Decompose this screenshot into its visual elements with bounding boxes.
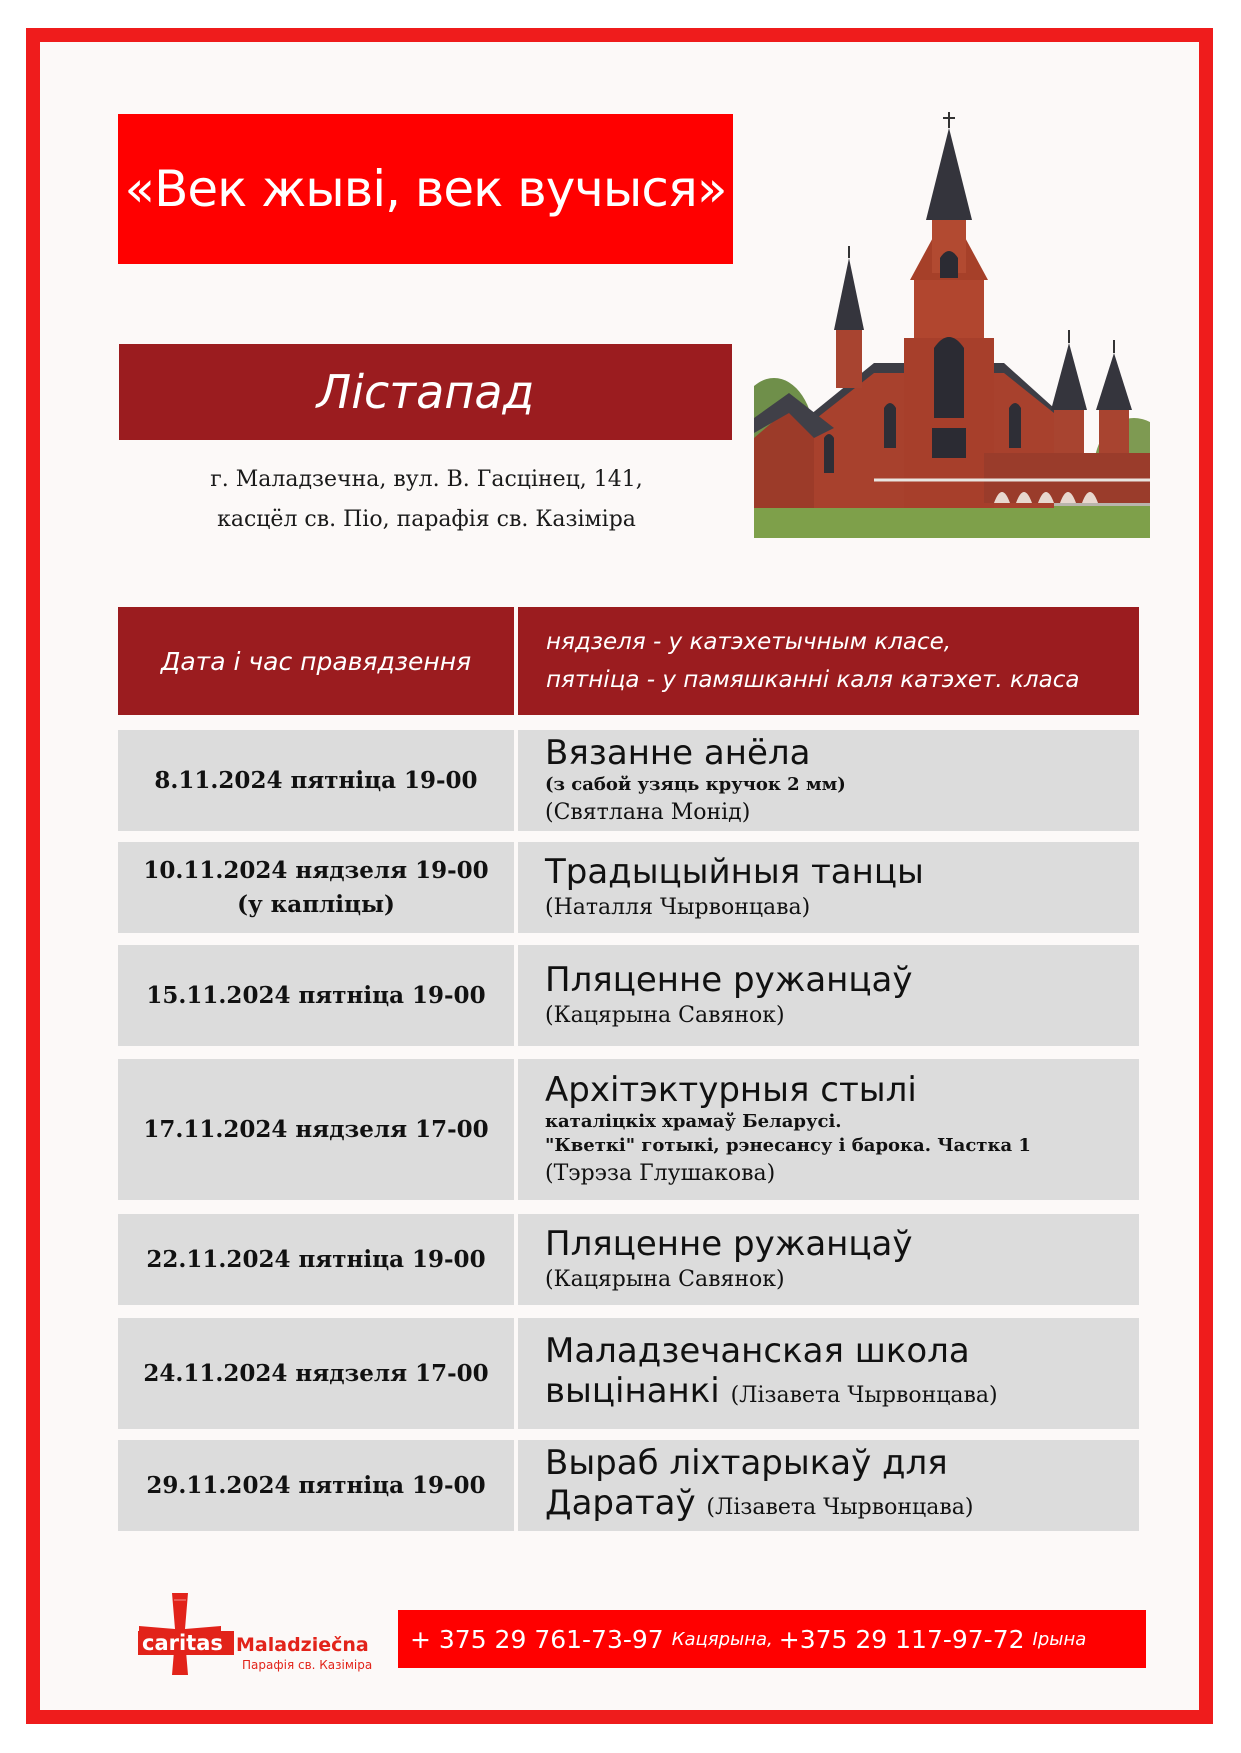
event-date-cell [118,1059,514,1200]
table-header-place [518,607,1139,715]
event-cell [518,730,1139,831]
event-date: 10.11.2024 нядзеля 19-00 [143,856,489,884]
event-date: 22.11.2024 пятніца 19-00 [146,1245,486,1273]
event-host: (Лізавета Чырвонцава) [706,1495,974,1520]
table-row [40,1440,1199,1531]
table-row [40,1318,1199,1429]
address-line-1: г. Маладзечна, вул. В. Гасцінец, 141, [210,467,643,492]
table-header-date-label: Дата і час правядзення [160,646,472,676]
event-date-cell [118,1440,514,1531]
address-line-2: касцёл св. Піо, парафія св. Казіміра [217,507,636,532]
table-header-place-line-1: нядзеля - у катэхетычным класе, [546,629,952,655]
contact-name-2: Ірына [1032,1628,1087,1650]
contact-phones [398,1610,1146,1668]
event-date-cell [118,1214,514,1305]
event-date: 17.11.2024 нядзеля 17-00 [143,1115,489,1143]
table-header-place-line-2: пятніца - у памяшканні каля катэхет. класа [546,667,1080,693]
logo-caritas-text: caritas [142,1631,223,1655]
caritas-logo [132,1587,382,1697]
event-subtitle-1: каталіцкіх храмаў Беларусі. [545,1110,842,1132]
event-host: (Кацярына Савянок) [545,1002,785,1028]
poster-title-box [118,114,733,264]
contact-name-1: Кацярына, [671,1628,773,1650]
month-box [119,344,732,440]
event-title: Вязанне анёла [545,732,811,773]
event-title-line-2 [545,1483,1139,1528]
event-title: Пляценне ружанцаў [545,1223,913,1264]
event-date: 15.11.2024 пятніца 19-00 [146,981,486,1009]
event-host: (Кацярына Савянок) [545,1266,785,1292]
event-cell [518,842,1139,933]
event-date-cell [118,730,514,831]
event-cell [518,945,1139,1046]
table-row [40,730,1199,831]
event-title: Пляценне ружанцаў [545,959,913,1000]
address [120,460,733,540]
church-photo [754,108,1150,538]
event-title-line-1: Маладзечанская школа [545,1331,970,1371]
event-title: Архітэктурныя стылі [545,1069,917,1110]
event-date: 29.11.2024 пятніца 19-00 [146,1471,486,1499]
event-host: (Тэрэза Глушакова) [545,1160,776,1186]
table-row [40,1214,1199,1305]
event-date: 24.11.2024 нядзеля 17-00 [143,1359,489,1387]
logo-city-text: Maladziečna [236,1634,369,1656]
event-date-cell [118,842,514,933]
event-cell [518,1318,1139,1429]
table-row [40,842,1199,933]
event-date-note: (у капліцы) [237,890,395,918]
event-date-cell [118,1318,514,1429]
event-date: 8.11.2024 пятніца 19-00 [154,766,478,794]
event-host: (Святлана Монід) [545,799,751,825]
event-cell [518,1214,1139,1305]
event-date-cell [118,945,514,1046]
event-title-part: Даратаў [545,1483,696,1523]
poster-title: «Век жыві, век вучыся» [124,160,727,218]
event-title: Традыцыйныя танцы [545,851,924,892]
table-row [40,1059,1199,1200]
event-title-part: выцінанкі [545,1371,720,1411]
month-label: Лістапад [316,365,535,419]
logo-parish-text: Парафія св. Казіміра [242,1658,373,1672]
event-host: (Лізавета Чырвонцава) [730,1383,998,1408]
event-title-line-1: Выраб ліхтарыкаў для [545,1443,948,1483]
poster-frame [26,28,1213,1724]
phone-number-2[interactable]: +375 29 117-97-72 [778,1624,1025,1654]
event-cell [518,1440,1139,1531]
table-row [40,945,1199,1046]
phone-number-1[interactable]: + 375 29 761-73-97 [410,1624,664,1654]
event-host: (Наталля Чырвонцава) [545,894,811,920]
poster-inner [40,42,1199,1710]
event-note: (з сабой узяць кручок 2 мм) [545,773,846,795]
event-cell [518,1059,1139,1200]
table-header-date [118,607,514,715]
event-title-line-2 [545,1371,1139,1416]
event-subtitle-2: "Кветкі" готыкі, рэнесансу і барока. Частка 1 [545,1134,1031,1156]
